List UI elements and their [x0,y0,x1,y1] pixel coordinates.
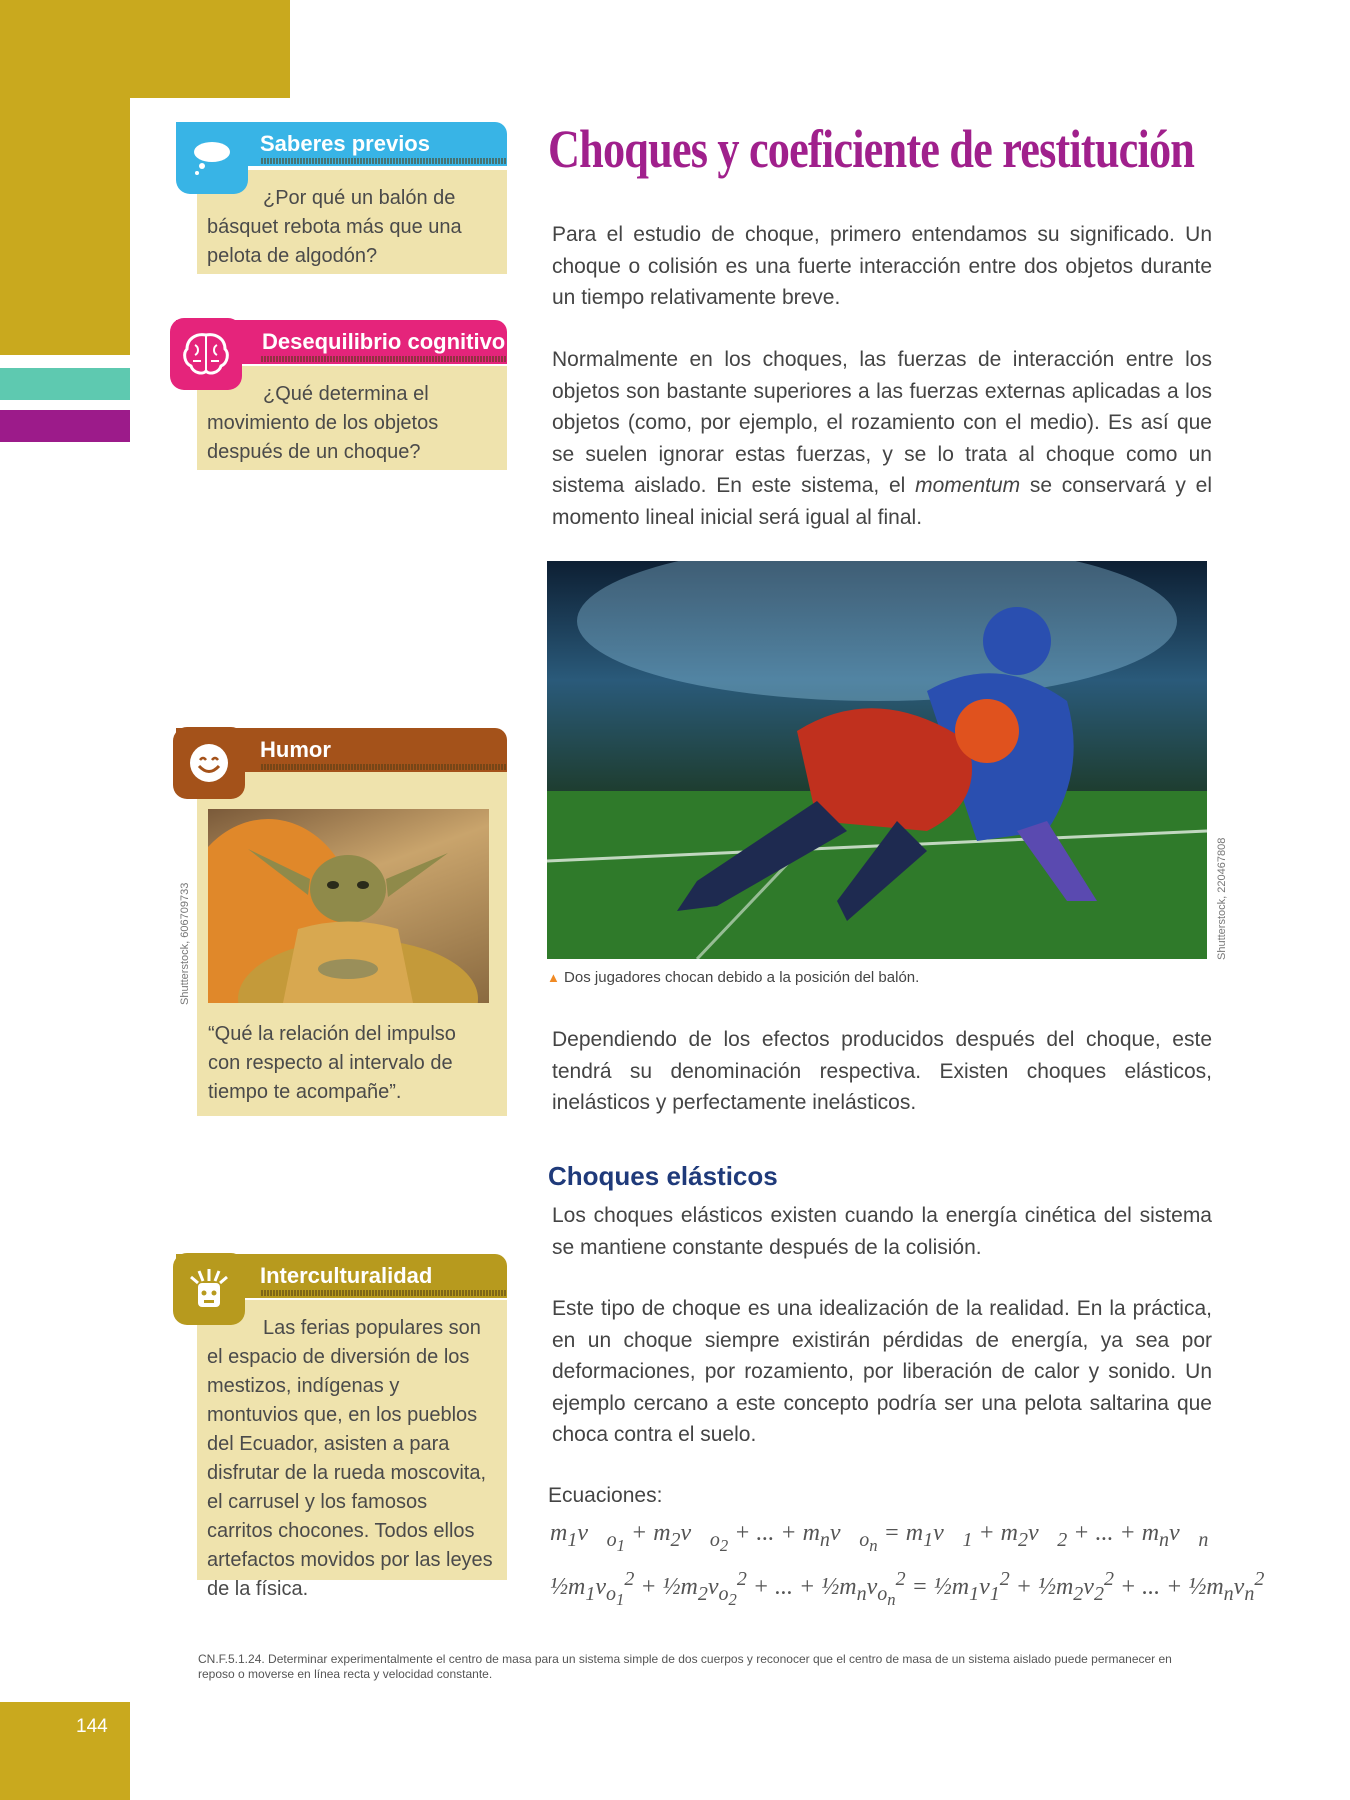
left-color-bar [0,0,130,355]
elastic-idealization-paragraph: Este tipo de choque es una idealización de la realidad. En la práctica, en un choque siempre existirán pérdidas de energía, ya sea por deformaciones, por rozamiento, por liberación de calor y sonido. Un ejemplo cercano a este concepto podría ser una pelota saltarina que choca contra el suelo. [552,1297,1212,1446]
humor-box [197,772,507,1116]
teal-stripe [0,368,130,400]
brain-icon [170,318,242,390]
kinetic-energy-equation: $\frac{1}{2}m_1v_{o_1}^2$ + $\frac{1}{2}m_2v_{o_2}^2$ + ... + $\frac{1}{2}m_nv_{o_n}^2$ = $\frac{1}{2}m_1v_1^2$ + $\frac{1}{2}m_2v_2^2$ + ... + $\frac{1}{2}m_nv_n^2$ [550,1568,1265,1609]
header-dotted-rule [260,764,507,770]
momentum-equation: $m_1v⃗_{o_1}$ + $m_2v⃗_{o_2}$ + ... + $m_nv⃗_{o_n}$ = $m_1v⃗_1$ + $m_2v⃗_2$ + ... + $m_nv⃗_n$ [550,1520,1209,1555]
interculturalidad-box [197,1300,507,1600]
caption-triangle-icon: ▲ [547,970,560,985]
paragraph-text: Normalmente en los choques, las fuerzas de interacción entre los objetos son bastante superiores a las fuerzas externas aplicadas a los objetos (como, por ejemplo, el rozamiento con el medio). Es así que se suelen ignorar estas fuerzas, y se lo trata al choque como un sistema aislado. En este sistema, el [552,348,1212,497]
interculturalidad-title: Interculturalidad [260,1263,433,1288]
header-dotted-rule [260,158,507,164]
mask-icon [173,1253,245,1325]
momentum-term: momentum [915,474,1021,497]
smiley-icon [173,727,245,799]
elastic-definition-paragraph: Los choques elásticos existen cuando la energía cinética del sistema se mantiene constante después de la colisión. [552,1204,1212,1259]
header-dotted-rule [260,1290,507,1296]
saberes-previos-title: Saberes previos [260,131,430,156]
page-title: Choques y coeficiente de restitución [548,119,1195,179]
intro-paragraph: Para el estudio de choque, primero entendamos su significado. Un choque o colisión es una fuerte interacción entre dos objetos durante un tiempo relativamente breve. [552,223,1212,309]
section-heading: Choques elásticos [548,1161,778,1191]
paragraph-text: se conservará y el momento lineal inicial será igual al final. [552,474,1212,529]
desequilibrio-title: Desequilibrio cognitivo [262,329,506,354]
humor-text: “Qué la relación del impulso con respecto al intervalo de tiempo te acompañe”. [208,1023,456,1103]
collision-types-paragraph: Dependiendo de los efectos producidos después del choque, este tendrá su denominación respectiva. Existen choques elásticos, inelásticos y perfectamente inelásticos. [552,1028,1212,1114]
desequilibrio-box [197,366,507,470]
saberes-previos-text: ¿Por qué un balón de básquet rebota más que una pelota de algodón? [207,187,462,267]
curriculum-footer: CN.F.5.1.24. Determinar experimentalmente el centro de masa para un sistema simple de dos cuerpos y reconocer que el centro de masa de un sistema aislado puede permanecer en reposo o moverse en línea recta y velocidad constante. [198,1652,1172,1681]
football-collision-photo [547,561,1207,959]
page-number: 144 [76,1716,108,1737]
thought-cloud-icon [176,122,248,194]
humor-photo-credit: Shutterstock, 606709733 [179,882,191,1005]
photo-caption [547,969,919,986]
yoda-photo [208,809,489,1003]
bottom-left-color-bar [0,1702,130,1800]
desequilibrio-text: ¿Qué determina el movimiento de los objetos después de un choque? [207,383,439,463]
interculturalidad-text: Las ferias populares son el espacio de diversión de los mestizos, indígenas y montuvios que, en los pueblos del Ecuador, asisten a para disfrutar de la rueda moscovita, el carrusel y los famosos carritos chocones. Todos ellos artefactos movidos por las leyes de la física. [207,1317,493,1600]
isolated-system-paragraph [552,344,1212,533]
header-dotted-rule [260,356,507,362]
caption-text: Dos jugadores chocan debido a la posición del balón. [564,969,920,986]
humor-title: Humor [260,737,331,762]
magenta-stripe [0,410,130,442]
equations-label: Ecuaciones: [548,1484,663,1507]
photo-credit: Shutterstock, 220467808 [1216,837,1228,960]
